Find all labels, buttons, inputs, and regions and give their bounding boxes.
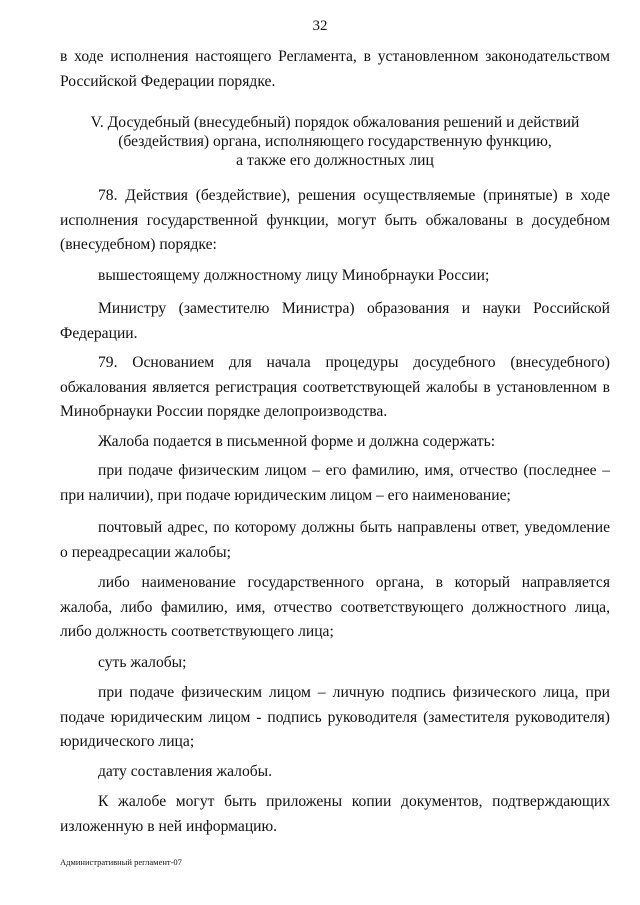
paragraph: К жалобе могут быть приложены копии документов, подтверждающих изложенную в ней информацию.	[60, 793, 610, 835]
document-body	[60, 45, 610, 839]
list-item: дату составления жалобы.	[98, 762, 273, 780]
list-item: при подаче физическим лицом – личную подпись физического лица, при подаче юридическим лицом - подпись руководителя (заместителя руководителя) юридического лица;	[60, 684, 610, 750]
section-heading	[60, 113, 610, 170]
footer-text: Административный регламент-07	[60, 857, 182, 867]
list-item: при подаче физическим лицом – его фамилию, имя, отчество (последнее – при наличии), при подаче юридическим лицом – его наименование;	[60, 462, 610, 504]
paragraph-79: 79. Основанием для начала процедуры досудебного (внесудебного) обжалования является регистрация соответствующей жалобы в установленном в Минобрнауки России порядке делопроизводства.	[60, 354, 610, 420]
section-heading-line: (бездействия) органа, исполняющего государственную функцию,	[118, 133, 552, 150]
continuation-paragraph: в ходе исполнения настоящего Регламента, в установленном законодательством Российской Федерации порядке.	[60, 48, 610, 90]
paragraph: Жалоба подается в письменной форме и должна содержать:	[98, 432, 496, 450]
paragraph-78: 78. Действия (бездействие), решения осуществляемые (принятые) в ходе исполнения государственной функции, могут быть обжалованы в досудебном (внесудебном) порядке:	[60, 187, 610, 253]
section-heading-line: V. Досудебный (внесудебный) порядок обжалования решений и действий	[90, 114, 580, 131]
list-item: Министру (заместителю Министра) образования и науки Российской Федерации.	[60, 300, 610, 342]
list-item: либо наименование государственного органа, в который направляется жалоба, либо фамилию, имя, отчество соответствующего должностного лица, либо должность соответствующего лица;	[60, 574, 610, 640]
list-item: почтовый адрес, по которому должны быть направлены ответ, уведомление о переадресации жалобы;	[60, 519, 610, 561]
list-item: суть жалобы;	[98, 653, 187, 671]
page-number: 32	[312, 18, 328, 34]
section-heading-line: а также его должностных лиц	[236, 152, 434, 169]
list-item: вышестоящему должностному лицу Минобрнауки России;	[98, 266, 490, 284]
